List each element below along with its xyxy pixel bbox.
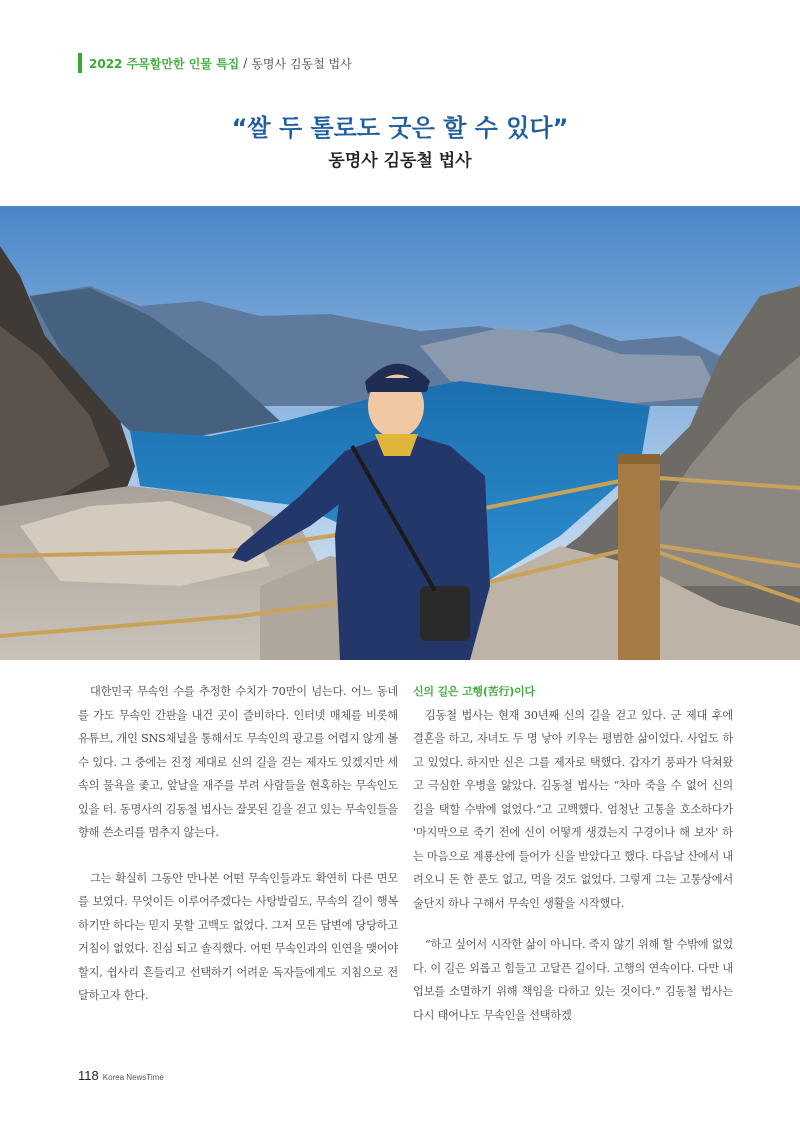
section-subject: 동명사 김동철 법사 <box>251 56 352 71</box>
article-headline: “쌀 두 톨로도 굿은 할 수 있다” <box>231 114 569 142</box>
article-subheading: 신의 길은 고행(苦行)이다 <box>413 685 535 698</box>
section-accent-bar <box>78 53 82 73</box>
section-name: 2022 주목할만한 인물 특집 <box>89 56 240 71</box>
article-photo <box>0 206 800 660</box>
page-footer <box>78 1068 164 1083</box>
magazine-name: Korea NewsTime <box>102 1073 164 1082</box>
page-number: 118 <box>78 1068 99 1083</box>
article-paragraph: 그는 확실히 그동안 만나본 어떤 무속인들과도 확연히 다른 면모를 보였다. 무엇이든 이루어주겠다는 사탕발림도, 무속의 길이 행복하기만 하다는 믿지 못할 고백도 없었다. 그저 모든 답변에 당당하고 거침이 없었다. 진심 되고 솔직했다. 어떤 무속인과의 인연을 맺어야 할지, 쉽사리 흔들리고 선택하기 어려운 독자들에게도 지침으로 전달하고자 한다. <box>78 871 398 1002</box>
article-paragraph: 대한민국 무속인 수를 추정한 수치가 70만이 넘는다. 어느 동네를 가도 무속인 간판을 내건 곳이 즐비하다. 인터넷 매체를 비롯해 유튜브, 개인 SNS채널을 통해서도 무속인의 광고를 어렵지 않게 볼 수 있다. 그 중에는 진정 제대로 신의 길을 걷는 제자도 있겠지만 세속의 물욕을 좇고, 앞날을 재주를 부려 사람들을 현혹하는 무속인도 있을 터. 동명사의 김동철 법사는 잘못된 길을 걷고 있는 무속인들을 향해 쓴소리를 멈추지 않는다. <box>78 685 398 839</box>
article-left-column <box>78 680 398 1008</box>
section-header <box>78 52 352 74</box>
article-paragraph: “하고 싶어서 시작한 삶이 아니다. 죽지 않기 위해 할 수밖에 없었다. 이 길은 외롭고 힘들고 고달픈 길이다. 고행의 연속이다. 다만 내 업보를 소멸하기 위해 책임을 다하고 있는 것이다.” 김동철 법사는 다시 태어나도 무속인을 선택하겠 <box>413 938 733 1022</box>
article-right-column <box>413 680 733 1027</box>
section-separator: / <box>243 56 248 70</box>
article-subheadline: 동명사 김동철 법사 <box>328 151 472 171</box>
article-paragraph: 김동철 법사는 현재 30년째 신의 길을 걷고 있다. 군 제대 후에 결혼을 하고, 자녀도 두 명 낳아 키우는 평범한 삶이었다. 사업도 하고 있었다. 하지만 신은 그를 제자로 택했다. 갑자기 풍파가 닥쳐왔고 극심한 우병을 앓았다. 김동철 법사는 “차마 죽을 수 없어 신의 길을 택할 수밖에 없었다.”고 고백했다. 엄청난 고통을 호소하다가 '마지막으로 죽기 전에 신이 어떻게 생겼는지 구경이나 해 보자' 하는 마음으로 계룡산에 들어가 신을 받았다고 했다. 다음날 산에서 내려오니 돈 한 푼도 없고, 먹을 것도 없었다. 그렇게 그는 고통상에서 술단지 하나 구해서 무속인 생활을 시작했다. <box>413 708 733 910</box>
